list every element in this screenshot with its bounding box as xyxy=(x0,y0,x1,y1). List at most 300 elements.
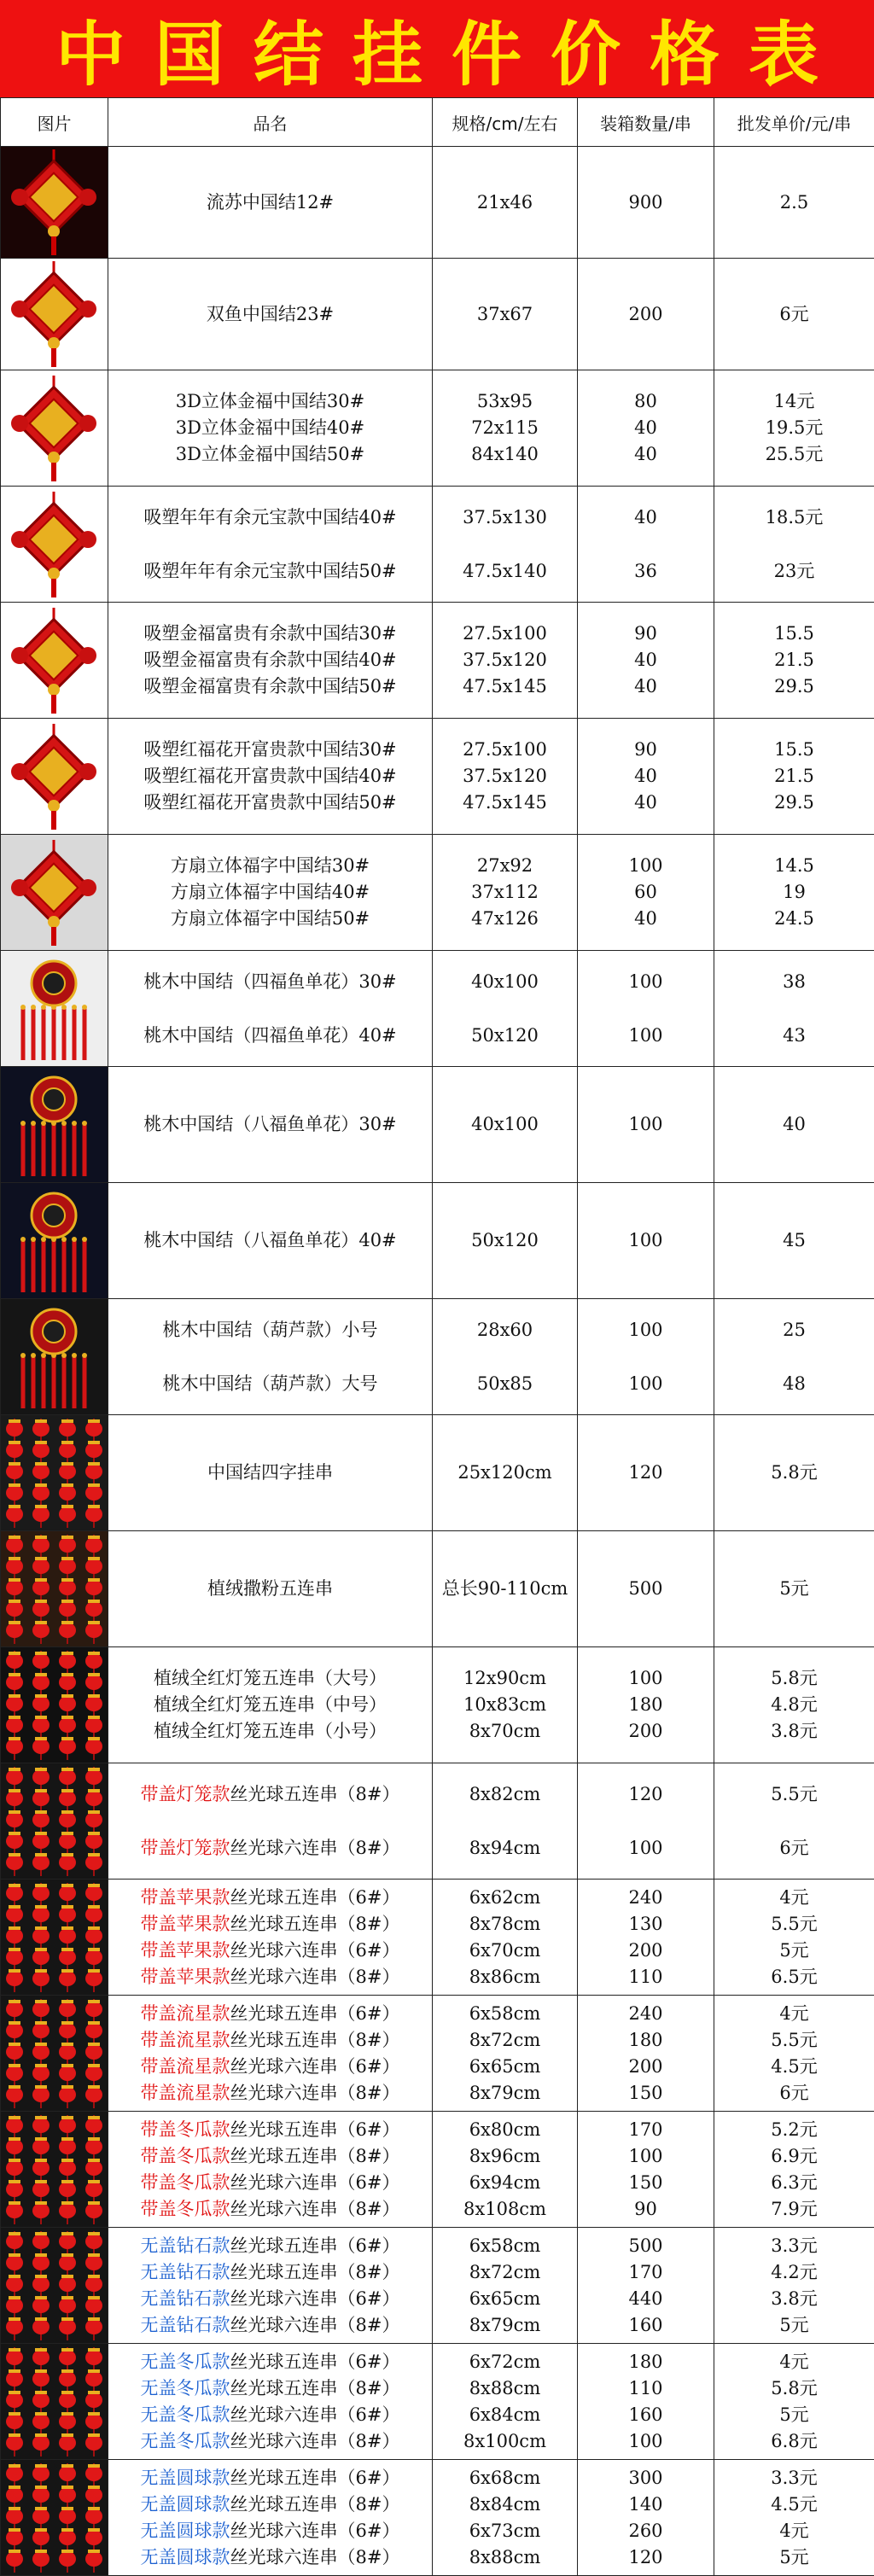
price-value: 4元 xyxy=(714,2349,874,2375)
product-style-highlight: 带盖灯笼款 xyxy=(141,1838,230,1858)
price-value: 5.5元 xyxy=(714,1781,874,1808)
qty-value: 100 xyxy=(578,1665,714,1692)
spec-value: 84x140 xyxy=(433,441,577,468)
price-cell xyxy=(714,2112,874,2228)
qty-value: 40 xyxy=(578,415,714,441)
product-name xyxy=(108,388,432,415)
spec-value: 47.5x145 xyxy=(433,673,577,700)
product-photo xyxy=(1,719,108,835)
qty-value: 240 xyxy=(578,1885,714,1911)
qty-cell xyxy=(578,603,714,719)
qty-value: 100 xyxy=(578,1023,714,1049)
table-row xyxy=(1,1763,874,1880)
spec-value: 40x100 xyxy=(433,969,577,995)
qty-cell xyxy=(578,1415,714,1531)
product-photo xyxy=(1,1531,108,1647)
price-cell xyxy=(714,1996,874,2112)
product-photo xyxy=(1,1299,108,1415)
price-value: 4.5元 xyxy=(714,2054,874,2080)
price-value: 19 xyxy=(714,879,874,906)
product-name-text: 方扇立体福字中国结50# xyxy=(171,908,370,929)
spec-cell xyxy=(433,2344,578,2460)
spec-value: 8x78cm xyxy=(433,1911,577,1938)
product-name xyxy=(108,1718,432,1745)
name-cell xyxy=(108,1067,433,1183)
product-name-text: 方扇立体福字中国结40# xyxy=(171,882,370,902)
product-name xyxy=(108,2491,432,2518)
qty-cell xyxy=(578,835,714,951)
product-photo xyxy=(1,1647,108,1763)
name-cell xyxy=(108,951,433,1067)
name-cell xyxy=(108,259,433,370)
product-name-text: 3D立体金福中国结30# xyxy=(176,391,365,411)
spec-value: 6x68cm xyxy=(433,2465,577,2491)
spec-value: 6x72cm xyxy=(433,2349,577,2375)
price-cell xyxy=(714,2344,874,2460)
product-photo xyxy=(1,603,108,719)
spec-cell xyxy=(433,2112,578,2228)
product-photo xyxy=(1,1763,108,1880)
product-name-text: 丝光球五连串（6#） xyxy=(230,2235,400,2256)
product-name xyxy=(108,969,432,995)
table-row xyxy=(1,951,874,1067)
qty-value: 150 xyxy=(578,2080,714,2107)
product-name-text: 吸塑红福花开富贵款中国结40# xyxy=(143,766,396,786)
spec-cell xyxy=(433,370,578,487)
table-row xyxy=(1,603,874,719)
qty-value: 180 xyxy=(578,2027,714,2054)
product-name xyxy=(108,1692,432,1718)
spec-value: 37.5x120 xyxy=(433,763,577,790)
spec-cell xyxy=(433,1647,578,1763)
price-value: 4.8元 xyxy=(714,1692,874,1718)
qty-cell xyxy=(578,951,714,1067)
header-name: 品名 xyxy=(108,98,433,147)
product-style-highlight: 带盖冬瓜款 xyxy=(141,2119,230,2140)
product-name xyxy=(108,1964,432,1990)
spec-cell xyxy=(433,1763,578,1880)
qty-value: 90 xyxy=(578,737,714,763)
qty-cell xyxy=(578,259,714,370)
product-name-text: 丝光球五连串（8#） xyxy=(230,2378,400,2398)
table-row xyxy=(1,1067,874,1183)
table-row xyxy=(1,1647,874,1763)
product-name xyxy=(108,790,432,816)
product-name-text: 吸塑年年有余元宝款中国结40# xyxy=(143,507,396,527)
table-row xyxy=(1,259,874,370)
price-value: 3.8元 xyxy=(714,1718,874,1745)
price-cell xyxy=(714,1647,874,1763)
product-name xyxy=(108,1938,432,1964)
title-banner xyxy=(0,0,874,97)
product-name-text: 丝光球六连串（6#） xyxy=(230,2404,400,2425)
spec-value: 8x79cm xyxy=(433,2312,577,2339)
spec-value: 47.5x145 xyxy=(433,790,577,816)
qty-value: 180 xyxy=(578,2349,714,2375)
spec-value: 8x108cm xyxy=(433,2196,577,2223)
spec-value: 27x92 xyxy=(433,853,577,879)
price-value: 6元 xyxy=(714,2080,874,2107)
product-name xyxy=(108,1227,432,1254)
spec-value: 8x86cm xyxy=(433,1964,577,1990)
product-style-highlight: 带盖苹果款 xyxy=(141,1940,230,1961)
product-name xyxy=(108,441,432,468)
product-name xyxy=(108,1885,432,1911)
product-name-text: 丝光球六连串（8#） xyxy=(230,2547,400,2567)
qty-value: 100 xyxy=(578,1317,714,1343)
product-style-highlight: 无盖冬瓜款 xyxy=(141,2404,230,2425)
product-style-highlight: 无盖圆球款 xyxy=(141,2468,230,2488)
spec-value: 37.5x120 xyxy=(433,647,577,673)
price-value: 40 xyxy=(714,1111,874,1138)
product-name-text: 流苏中国结12# xyxy=(207,192,334,213)
product-name-text: 桃木中国结（葫芦款）大号 xyxy=(163,1373,378,1394)
product-name xyxy=(108,1371,432,1397)
price-value: 38 xyxy=(714,969,874,995)
qty-value: 160 xyxy=(578,2312,714,2339)
product-photo xyxy=(1,1067,108,1183)
price-value: 45 xyxy=(714,1227,874,1254)
qty-value: 170 xyxy=(578,2259,714,2286)
spec-value: 8x88cm xyxy=(433,2544,577,2571)
product-name xyxy=(108,2349,432,2375)
product-name xyxy=(108,2143,432,2170)
qty-value: 100 xyxy=(578,969,714,995)
name-cell xyxy=(108,1415,433,1531)
qty-value: 40 xyxy=(578,790,714,816)
qty-value: 500 xyxy=(578,2233,714,2259)
name-cell xyxy=(108,2112,433,2228)
spec-value: 8x84cm xyxy=(433,2491,577,2518)
product-name-text: 吸塑金福富贵有余款中国结30# xyxy=(143,623,396,644)
spec-value: 10x83cm xyxy=(433,1692,577,1718)
qty-value: 200 xyxy=(578,2054,714,2080)
spec-value: 8x96cm xyxy=(433,2143,577,2170)
price-value: 5.8元 xyxy=(714,1665,874,1692)
spec-cell xyxy=(433,603,578,719)
product-name-text: 吸塑金福富贵有余款中国结40# xyxy=(143,650,396,670)
price-value: 5.8元 xyxy=(714,2375,874,2402)
qty-cell xyxy=(578,1183,714,1299)
header-image: 图片 xyxy=(1,98,108,147)
product-name-text: 丝光球六连串（6#） xyxy=(230,2521,400,2541)
product-name xyxy=(108,1835,432,1862)
qty-value: 200 xyxy=(578,1938,714,1964)
table-row xyxy=(1,1996,874,2112)
spec-cell xyxy=(433,835,578,951)
product-name-text: 双鱼中国结23# xyxy=(207,304,334,324)
price-value: 25.5元 xyxy=(714,441,874,468)
product-name xyxy=(108,2428,432,2455)
qty-value: 200 xyxy=(578,1718,714,1745)
price-value: 6元 xyxy=(714,1835,874,1862)
spec-value: 72x115 xyxy=(433,415,577,441)
price-cell xyxy=(714,1531,874,1647)
table-row xyxy=(1,1880,874,1996)
spec-cell xyxy=(433,1996,578,2112)
spec-value: 37.5x130 xyxy=(433,504,577,531)
product-name-text: 吸塑金福富贵有余款中国结50# xyxy=(143,676,396,696)
product-photo xyxy=(1,147,108,259)
product-name xyxy=(108,1111,432,1138)
qty-value: 170 xyxy=(578,2117,714,2143)
product-style-highlight: 无盖圆球款 xyxy=(141,2521,230,2541)
price-cell xyxy=(714,370,874,487)
spec-cell xyxy=(433,1299,578,1415)
product-name-text: 丝光球六连串（8#） xyxy=(230,1967,400,1987)
qty-value: 160 xyxy=(578,2402,714,2428)
product-name xyxy=(108,1665,432,1692)
price-value: 24.5 xyxy=(714,906,874,932)
product-photo xyxy=(1,2112,108,2228)
price-value: 3.3元 xyxy=(714,2233,874,2259)
product-name xyxy=(108,2196,432,2223)
qty-value: 300 xyxy=(578,2465,714,2491)
product-name xyxy=(108,673,432,700)
product-style-highlight: 带盖冬瓜款 xyxy=(141,2146,230,2166)
price-cell xyxy=(714,2228,874,2344)
product-name-text: 中国结四字挂串 xyxy=(207,1462,333,1483)
qty-value: 900 xyxy=(578,189,714,216)
price-value: 5元 xyxy=(714,1938,874,1964)
price-value: 21.5 xyxy=(714,647,874,673)
qty-value: 36 xyxy=(578,558,714,585)
name-cell xyxy=(108,603,433,719)
product-name xyxy=(108,1460,432,1486)
price-value: 29.5 xyxy=(714,790,874,816)
spec-cell xyxy=(433,487,578,603)
header-row xyxy=(1,98,874,147)
price-value: 15.5 xyxy=(714,737,874,763)
product-name-text: 丝光球五连串（8#） xyxy=(230,2030,400,2050)
product-name-text: 吸塑红福花开富贵款中国结50# xyxy=(143,792,396,813)
spec-cell xyxy=(433,1183,578,1299)
product-style-highlight: 无盖冬瓜款 xyxy=(141,2431,230,2451)
qty-value: 40 xyxy=(578,504,714,531)
name-cell xyxy=(108,1299,433,1415)
qty-cell xyxy=(578,2228,714,2344)
product-name-text: 丝光球六连串（6#） xyxy=(230,1940,400,1961)
product-name-text: 丝光球六连串（6#） xyxy=(230,2288,400,2309)
price-value: 4.2元 xyxy=(714,2259,874,2286)
qty-value: 100 xyxy=(578,1227,714,1254)
qty-value: 110 xyxy=(578,1964,714,1990)
qty-value: 100 xyxy=(578,2143,714,2170)
price-value: 4.5元 xyxy=(714,2491,874,2518)
product-style-highlight: 无盖冬瓜款 xyxy=(141,2378,230,2398)
name-cell xyxy=(108,147,433,259)
spec-value: 6x70cm xyxy=(433,1938,577,1964)
product-style-highlight: 带盖流星款 xyxy=(141,2083,230,2103)
spec-value: 40x100 xyxy=(433,1111,577,1138)
table-row xyxy=(1,2344,874,2460)
spec-value: 53x95 xyxy=(433,388,577,415)
product-name-text: 丝光球五连串（8#） xyxy=(230,1914,400,1934)
spec-value: 37x112 xyxy=(433,879,577,906)
product-name xyxy=(108,558,432,585)
product-photo xyxy=(1,1880,108,1996)
product-photo xyxy=(1,1183,108,1299)
qty-value: 40 xyxy=(578,906,714,932)
spec-value: 50x85 xyxy=(433,1371,577,1397)
product-name xyxy=(108,1781,432,1808)
qty-cell xyxy=(578,2344,714,2460)
product-name xyxy=(108,2233,432,2259)
product-name xyxy=(108,763,432,790)
qty-value: 100 xyxy=(578,1111,714,1138)
name-cell xyxy=(108,1531,433,1647)
price-value: 6.9元 xyxy=(714,2143,874,2170)
product-name-text: 丝光球五连串（8#） xyxy=(230,2494,400,2515)
spec-cell xyxy=(433,719,578,835)
spec-cell xyxy=(433,1415,578,1531)
product-style-highlight: 无盖冬瓜款 xyxy=(141,2352,230,2372)
price-value: 5.5元 xyxy=(714,2027,874,2054)
qty-value: 60 xyxy=(578,879,714,906)
product-style-highlight: 无盖圆球款 xyxy=(141,2494,230,2515)
header-qty: 装箱数量/串 xyxy=(578,98,714,147)
price-value: 5.2元 xyxy=(714,2117,874,2143)
price-cell xyxy=(714,1880,874,1996)
product-style-highlight: 无盖钻石款 xyxy=(141,2262,230,2282)
product-name-text: 丝光球六连串（8#） xyxy=(230,2315,400,2335)
product-name-text: 植绒全红灯笼五连串（小号） xyxy=(154,1721,387,1741)
price-value: 14.5 xyxy=(714,853,874,879)
name-cell xyxy=(108,1996,433,2112)
price-cell xyxy=(714,259,874,370)
product-name xyxy=(108,2259,432,2286)
product-style-highlight: 无盖钻石款 xyxy=(141,2315,230,2335)
qty-value: 140 xyxy=(578,2491,714,2518)
price-value: 7.9元 xyxy=(714,2196,874,2223)
qty-cell xyxy=(578,1299,714,1415)
name-cell xyxy=(108,1183,433,1299)
price-value: 43 xyxy=(714,1023,874,1049)
product-name xyxy=(108,2544,432,2571)
product-name-text: 丝光球五连串（8#） xyxy=(230,2262,400,2282)
qty-cell xyxy=(578,1996,714,2112)
product-name xyxy=(108,2375,432,2402)
spec-value: 6x80cm xyxy=(433,2117,577,2143)
name-cell xyxy=(108,370,433,487)
qty-value: 130 xyxy=(578,1911,714,1938)
product-name xyxy=(108,415,432,441)
product-name-text: 桃木中国结（葫芦款）小号 xyxy=(163,1320,378,1340)
price-value: 25 xyxy=(714,1317,874,1343)
spec-value: 8x82cm xyxy=(433,1781,577,1808)
price-value: 5元 xyxy=(714,2544,874,2571)
spec-cell xyxy=(433,2228,578,2344)
product-name xyxy=(108,1576,432,1602)
product-style-highlight: 带盖苹果款 xyxy=(141,1967,230,1987)
spec-value: 6x84cm xyxy=(433,2402,577,2428)
spec-value: 8x72cm xyxy=(433,2259,577,2286)
product-name-text: 丝光球六连串（8#） xyxy=(230,1838,400,1858)
product-photo xyxy=(1,2460,108,2576)
product-photo xyxy=(1,2228,108,2344)
price-table xyxy=(0,97,874,2576)
header-spec: 规格/cm/左右 xyxy=(433,98,578,147)
price-value: 19.5元 xyxy=(714,415,874,441)
product-name-text: 丝光球五连串（6#） xyxy=(230,1887,400,1908)
price-value: 6.8元 xyxy=(714,2428,874,2455)
spec-value: 47x126 xyxy=(433,906,577,932)
price-value: 4元 xyxy=(714,2001,874,2027)
qty-value: 90 xyxy=(578,2196,714,2223)
price-value: 4元 xyxy=(714,1885,874,1911)
product-photo xyxy=(1,487,108,603)
price-value: 2.5 xyxy=(714,189,874,216)
product-name-text: 3D立体金福中国结50# xyxy=(176,444,365,464)
product-name xyxy=(108,1023,432,1049)
price-cell xyxy=(714,719,874,835)
table-row xyxy=(1,370,874,487)
qty-cell xyxy=(578,1763,714,1880)
product-style-highlight: 带盖灯笼款 xyxy=(141,1784,230,1804)
price-cell xyxy=(714,1763,874,1880)
qty-value: 110 xyxy=(578,2375,714,2402)
price-value: 6.3元 xyxy=(714,2170,874,2196)
name-cell xyxy=(108,2460,433,2576)
table-row xyxy=(1,2460,874,2576)
price-value: 5.5元 xyxy=(714,1911,874,1938)
product-style-highlight: 带盖流星款 xyxy=(141,2003,230,2024)
product-name xyxy=(108,2117,432,2143)
price-value: 5元 xyxy=(714,2312,874,2339)
price-cell xyxy=(714,1183,874,1299)
spec-value: 6x65cm xyxy=(433,2054,577,2080)
product-name xyxy=(108,2465,432,2491)
product-name xyxy=(108,2001,432,2027)
qty-cell xyxy=(578,1531,714,1647)
product-style-highlight: 带盖冬瓜款 xyxy=(141,2199,230,2219)
product-name xyxy=(108,1911,432,1938)
price-cell xyxy=(714,951,874,1067)
qty-value: 100 xyxy=(578,2428,714,2455)
page-title: 中国结挂件价格表 xyxy=(26,0,848,99)
spec-value: 25x120cm xyxy=(433,1460,577,1486)
product-name xyxy=(108,906,432,932)
table-row xyxy=(1,1299,874,1415)
price-cell xyxy=(714,1067,874,1183)
spec-cell xyxy=(433,1067,578,1183)
table-row xyxy=(1,1415,874,1531)
spec-cell xyxy=(433,951,578,1067)
name-cell xyxy=(108,1880,433,1996)
price-cell xyxy=(714,2460,874,2576)
product-name-text: 桃木中国结（四福鱼单花）30# xyxy=(143,971,396,992)
product-name xyxy=(108,2027,432,2054)
product-name-text: 丝光球五连串（8#） xyxy=(230,1784,400,1804)
product-name xyxy=(108,879,432,906)
product-photo xyxy=(1,259,108,370)
product-name-text: 植绒撒粉五连串 xyxy=(207,1578,333,1599)
spec-value: 27.5x100 xyxy=(433,621,577,647)
spec-value: 12x90cm xyxy=(433,1665,577,1692)
product-name-text: 丝光球五连串（6#） xyxy=(230,2352,400,2372)
price-value: 14元 xyxy=(714,388,874,415)
spec-value: 8x79cm xyxy=(433,2080,577,2107)
qty-value: 100 xyxy=(578,1835,714,1862)
product-name-text: 桃木中国结（八福鱼单花）40# xyxy=(143,1230,396,1250)
product-style-highlight: 无盖钻石款 xyxy=(141,2288,230,2309)
qty-cell xyxy=(578,1647,714,1763)
price-value: 3.3元 xyxy=(714,2465,874,2491)
name-cell xyxy=(108,1763,433,1880)
product-style-highlight: 带盖流星款 xyxy=(141,2030,230,2050)
product-name-text: 植绒全红灯笼五连串（中号） xyxy=(154,1694,387,1715)
price-value: 48 xyxy=(714,1371,874,1397)
